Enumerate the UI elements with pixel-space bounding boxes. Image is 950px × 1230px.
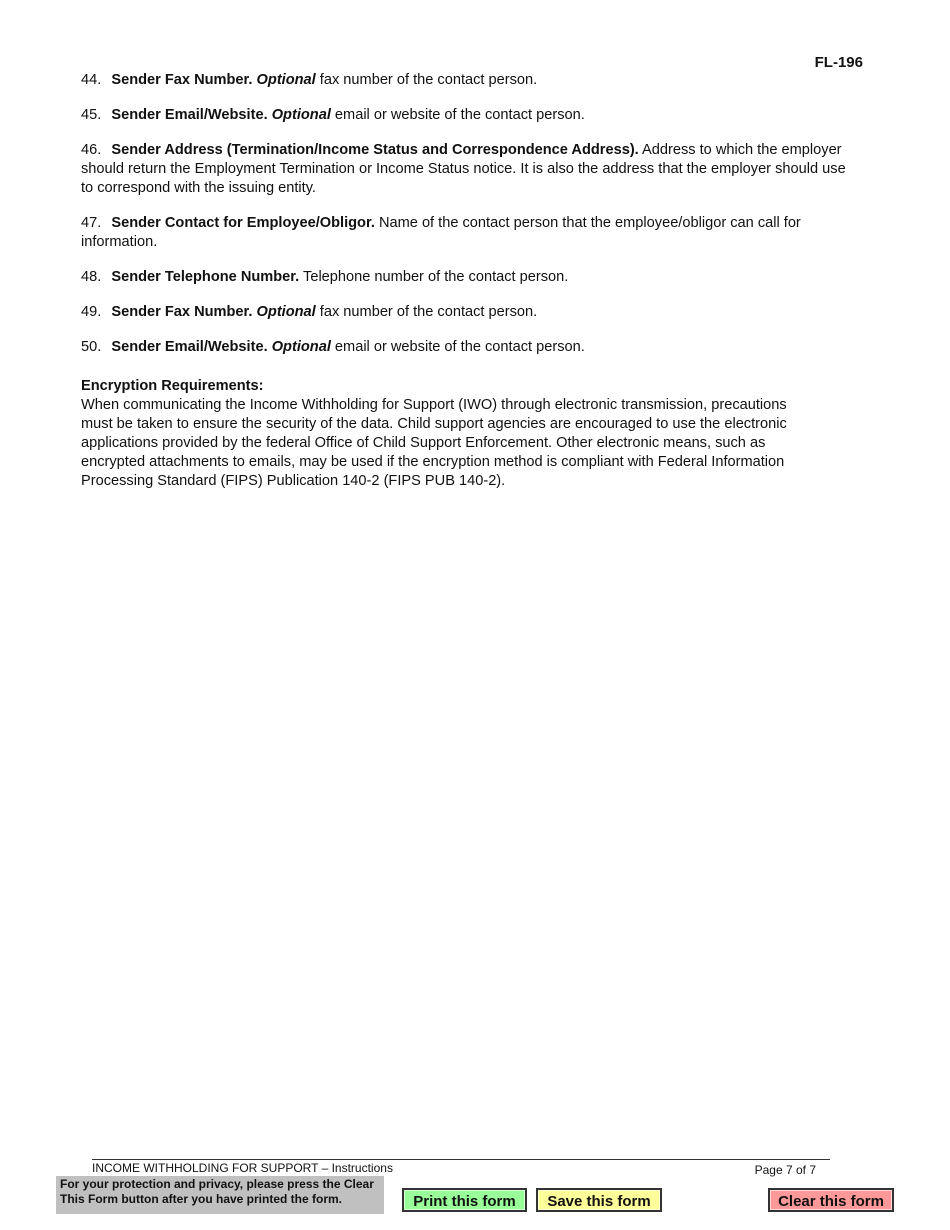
item-optional: Optional <box>256 72 316 88</box>
item-text: fax number of the contact person. <box>315 72 538 88</box>
save-form-button[interactable]: Save this form <box>536 1188 662 1212</box>
instruction-item-44 <box>81 71 856 90</box>
instruction-item-46 <box>81 141 856 198</box>
instruction-item-50 <box>81 338 856 357</box>
instruction-item-49 <box>81 303 856 322</box>
instructions-content <box>81 71 856 491</box>
encryption-body: When communicating the Income Withholding for Support (IWO) through electronic transmission, precautions must be taken to ensure the security of the data. Child support agencies are encouraged to use the electronic applications provided by the federal Office of Child Support Enforcement. Other electronic means, such as encrypted attachments to emails, may be used if the encryption method is compliant with Federal Information Processing Standard (FIPS) Publication 140-2 (FIPS PUB 140-2). <box>81 397 787 489</box>
item-text: email or website of the contact person. <box>330 107 585 123</box>
item-number: 50. <box>81 339 102 355</box>
item-number: 45. <box>81 107 102 123</box>
item-title: Sender Email/Website. <box>111 339 268 355</box>
footer-divider <box>92 1159 830 1160</box>
item-optional: Optional <box>271 107 331 123</box>
item-number: 46. <box>81 142 102 158</box>
item-number: 47. <box>81 215 102 231</box>
privacy-note: For your protection and privacy, please press the Clear This Form button after you have printed the form. <box>56 1176 384 1214</box>
item-title: Sender Address (Termination/Income Status and Correspondence Address). <box>111 142 639 158</box>
page-number: Page 7 of 7 <box>754 1163 816 1177</box>
item-text: email or website of the contact person. <box>330 339 585 355</box>
instruction-item-48 <box>81 268 856 287</box>
item-title: Sender Email/Website. <box>111 107 268 123</box>
item-number: 44. <box>81 72 102 88</box>
item-title: Sender Contact for Employee/Obligor. <box>111 215 375 231</box>
item-title: Sender Fax Number. <box>111 304 253 320</box>
item-text: fax number of the contact person. <box>315 304 538 320</box>
item-text: Telephone number of the contact person. <box>299 269 569 285</box>
item-number: 48. <box>81 269 102 285</box>
instruction-item-47 <box>81 214 856 252</box>
item-title: Sender Telephone Number. <box>111 269 300 285</box>
encryption-heading: Encryption Requirements: <box>81 378 264 394</box>
instruction-item-45 <box>81 106 856 125</box>
item-title: Sender Fax Number. <box>111 72 253 88</box>
item-optional: Optional <box>256 304 316 320</box>
clear-form-button[interactable]: Clear this form <box>768 1188 894 1212</box>
footer-title: INCOME WITHHOLDING FOR SUPPORT – Instructions <box>92 1161 393 1175</box>
item-number: 49. <box>81 304 102 320</box>
item-optional: Optional <box>271 339 331 355</box>
print-form-button[interactable]: Print this form <box>402 1188 527 1212</box>
item-text: Name of the contact person that the employee/obligor can call for information. <box>81 215 801 250</box>
form-id: FL-196 <box>814 54 863 71</box>
item-text: Address to which the employer should return the Employment Termination or Income Status notice. It is also the address that the employer should use to correspond with the issuing entity. <box>81 142 846 196</box>
